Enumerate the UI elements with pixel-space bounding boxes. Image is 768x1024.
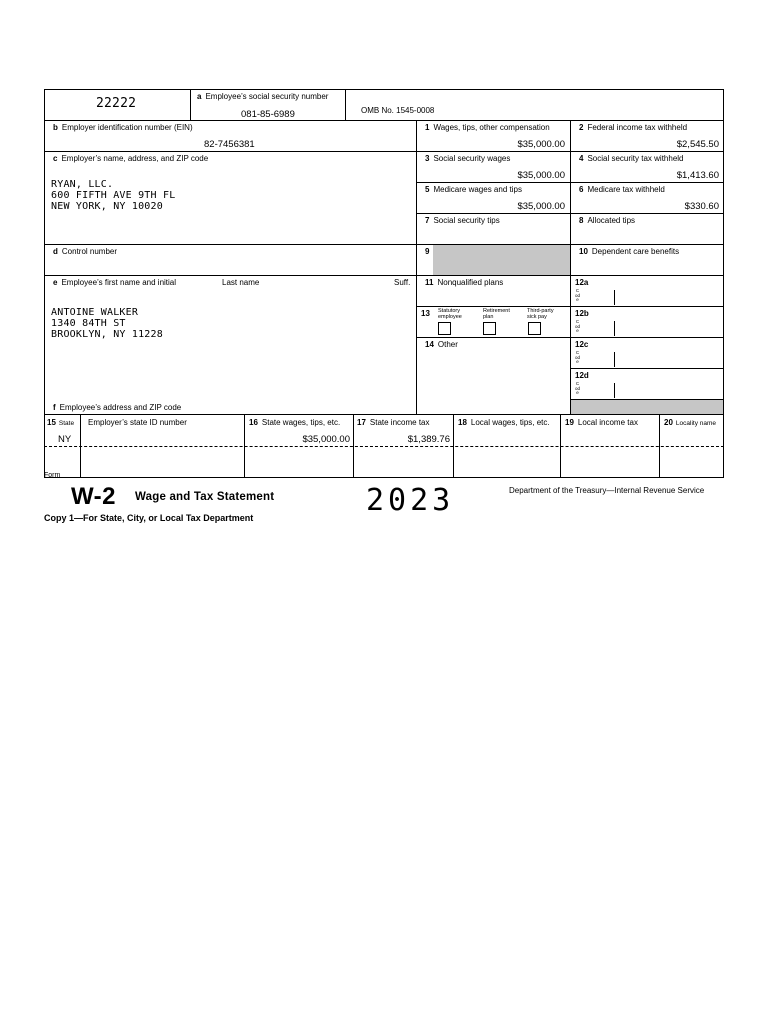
- grid-line: [345, 89, 346, 120]
- box-e-suffix-label: Suff.: [394, 278, 411, 287]
- box12a-label: 12a: [575, 278, 589, 287]
- box19-label: 19 Local income tax: [565, 418, 638, 427]
- grid-line: [416, 120, 417, 414]
- ssn-value: 081-85-6989: [241, 109, 295, 120]
- employee-address-line1: 1340 84TH ST: [51, 318, 126, 329]
- box-e-label: e Employee’s first name and initial: [53, 278, 177, 287]
- box16-label: 16 State wages, tips, etc.: [249, 418, 341, 427]
- box12c-label: 12c: [575, 340, 589, 349]
- box12c-code-separator: [614, 352, 615, 367]
- box2-label: 2 Federal income tax withheld: [579, 123, 688, 132]
- box6-value: $330.60: [684, 201, 719, 212]
- box12b-code-separator: [614, 321, 615, 336]
- irs-agency: Department of the Treasury—Internal Revenue Service: [509, 486, 705, 495]
- third-party-sick-pay-checkbox[interactable]: [528, 322, 541, 335]
- box-c-label: c Employer’s name, address, and ZIP code: [53, 154, 209, 163]
- box9-label: 9: [425, 247, 430, 256]
- box3-label: 3 Social security wages: [425, 154, 511, 163]
- box-b-label: b Employer identification number (EIN): [53, 123, 193, 132]
- box9-shaded: [433, 245, 570, 275]
- retirement-plan-label: Retirement plan: [483, 308, 510, 320]
- box12d-code-label: Code: [575, 381, 581, 395]
- box-d-label: d Control number: [53, 247, 118, 256]
- omb-number: OMB No. 1545-0008: [361, 106, 435, 115]
- box12a-code-separator: [614, 290, 615, 305]
- employer-address-line1: 600 FIFTH AVE 9TH FL: [51, 190, 176, 201]
- third-party-sick-pay-label: Third-party sick pay: [527, 308, 554, 320]
- box17-label: 17 State income tax: [357, 418, 430, 427]
- copy-designation: Copy 1—For State, City, or Local Tax Department: [44, 513, 254, 523]
- form-title: Wage and Tax Statement: [135, 491, 275, 503]
- grid-line: [453, 414, 454, 477]
- form-id: W-2: [71, 483, 117, 510]
- box3-value: $35,000.00: [517, 170, 565, 181]
- box10-label: 10 Dependent care benefits: [579, 247, 680, 256]
- grid-line: [416, 337, 570, 338]
- grid-line: [659, 414, 660, 477]
- box-a-label: a Employee’s social security number: [197, 92, 329, 101]
- box15-state-value: NY: [58, 434, 72, 445]
- grid-line: [44, 414, 724, 415]
- grid-line: [353, 414, 354, 477]
- grid-line: [570, 306, 724, 307]
- grid-line: [44, 151, 416, 152]
- box20-label: 20 Locality name: [664, 418, 717, 427]
- box1-value: $35,000.00: [517, 139, 565, 150]
- form-right-border: [723, 89, 724, 477]
- box5-label: 5 Medicare wages and tips: [425, 185, 522, 194]
- box15-state-id-label: Employer’s state ID number: [88, 418, 187, 427]
- box-e-last-name-label: Last name: [222, 278, 260, 287]
- box2-value: $2,545.50: [676, 139, 719, 150]
- box18-label: 18 Local wages, tips, etc.: [458, 418, 550, 427]
- tax-year: 2023: [366, 483, 455, 518]
- grid-line: [570, 368, 724, 369]
- box7-label: 7 Social security tips: [425, 216, 500, 225]
- grid-line: [190, 89, 191, 120]
- box11-label: 11 Nonqualified plans: [425, 278, 504, 287]
- form-left-border: [44, 89, 45, 477]
- box15-label: 15 State: [47, 418, 75, 427]
- form-top-border: [44, 89, 724, 90]
- grid-line: [44, 120, 724, 121]
- box17-value: $1,389.76: [407, 434, 450, 445]
- form-bottom-border: [44, 477, 724, 478]
- grid-line-dashed: [44, 446, 724, 447]
- box4-value: $1,413.60: [676, 170, 719, 181]
- grid-line: [80, 414, 81, 477]
- grid-line: [44, 244, 724, 245]
- box12d-label: 12d: [575, 371, 589, 380]
- employee-name: ANTOINE WALKER: [51, 307, 139, 318]
- box4-label: 4 Social security tax withheld: [579, 154, 684, 163]
- ein-value: 82-7456381: [204, 139, 255, 150]
- grid-line: [44, 275, 724, 276]
- grid-line: [416, 306, 570, 307]
- statutory-employee-checkbox[interactable]: [438, 322, 451, 335]
- form-word: Form: [44, 472, 61, 479]
- statutory-employee-label: Statutory employee: [438, 308, 462, 320]
- box1-label: 1 Wages, tips, other compensation: [425, 123, 550, 132]
- box14-label: 14 Other: [425, 340, 458, 349]
- box12c-code-label: Code: [575, 350, 581, 364]
- box8-label: 8 Allocated tips: [579, 216, 636, 225]
- box12a-code-label: Code: [575, 288, 581, 302]
- employee-address-line2: BROOKLYN, NY 11228: [51, 329, 163, 340]
- employer-address-line2: NEW YORK, NY 10020: [51, 201, 163, 212]
- box5-value: $35,000.00: [517, 201, 565, 212]
- grid-line: [560, 414, 561, 477]
- grid-line: [570, 120, 571, 414]
- retirement-plan-checkbox[interactable]: [483, 322, 496, 335]
- void-code: 22222: [96, 96, 137, 111]
- grid-line: [570, 337, 724, 338]
- box16-value: $35,000.00: [302, 434, 350, 445]
- box13-label: 13: [421, 309, 430, 318]
- shaded-cell: [571, 400, 723, 414]
- grid-line: [244, 414, 245, 477]
- box6-label: 6 Medicare tax withheld: [579, 185, 665, 194]
- box12b-code-label: Code: [575, 319, 581, 333]
- box-f-label: f Employee’s address and ZIP code: [53, 403, 182, 412]
- box12d-code-separator: [614, 383, 615, 398]
- employer-name: RYAN, LLC.: [51, 179, 114, 190]
- box12b-label: 12b: [575, 309, 589, 318]
